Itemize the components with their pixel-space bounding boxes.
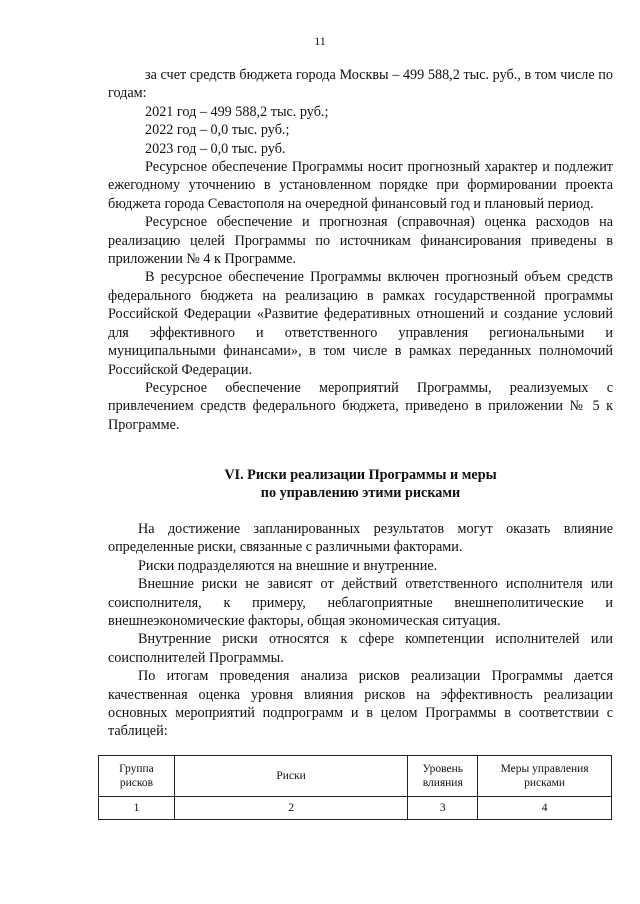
column-number-4: 4 xyxy=(478,797,612,820)
paragraph-federal-budget: В ресурсное обеспечение Программы включен прогнозный объем средств федерального бюджета на реализацию в рамках государственной программы Российской Федерации «Развитие федеративных отношений и создание условий для эффективного и ответственного управления региональными и муниципальными финансами», в том числе в рамках переданных полномочий Российской Федерации. xyxy=(108,269,613,378)
table-row xyxy=(99,797,612,820)
page-number: 11 xyxy=(314,34,326,48)
paragraph-year-2021: 2021 год – 499 588,2 тыс. руб.; xyxy=(145,103,329,120)
header-impact-level: Уровень влияния xyxy=(408,756,478,797)
section-heading xyxy=(108,466,613,503)
section-heading-line2: по управлению этими рисками xyxy=(260,485,461,502)
paragraph-year-2022: 2022 год – 0,0 тыс. руб.; xyxy=(145,122,290,139)
paragraph-year-2023: 2023 год – 0,0 тыс. руб. xyxy=(145,140,286,157)
risk-section-text xyxy=(108,520,613,741)
header-risk-measures: Меры управления рисками xyxy=(478,756,612,797)
column-number-2: 2 xyxy=(174,797,407,820)
paragraph-forecast-nature: Ресурсное обеспечение Программы носит прогнозный характер и подлежит ежегодному уточнению в установленном порядке при формировании проекта бюджета города Севастополя на очередной финансовый год и плановый период. xyxy=(108,159,613,212)
resource-section-text xyxy=(108,66,613,434)
paragraph-risk-assessment: По итогам проведения анализа рисков реализации Программы дается качественная оценка уровня влияния рисков на эффективность реализации основных мероприятий подпрограмм и в целом Программы в соответствии с таблицей: xyxy=(108,668,613,740)
column-number-1: 1 xyxy=(99,797,175,820)
paragraph-moscow-budget: за счет средств бюджета города Москвы – 499 588,2 тыс. руб., в том числе по годам: xyxy=(108,67,613,102)
paragraph-internal-risks: Внутренние риски относятся к сфере компетенции исполнителей или соисполнителей Программы. xyxy=(108,631,613,666)
paragraph-risk-types: Риски подразделяются на внешние и внутренние. xyxy=(138,557,438,574)
header-risks: Риски xyxy=(174,756,407,797)
paragraph-external-risks: Внешние риски не зависят от действий ответственного исполнителя или соисполнителя, к примеру, неблагоприятные внешнеполитические и внешнеэкономические факторы, общая экономическая ситуация. xyxy=(108,576,613,630)
risk-table xyxy=(98,755,612,820)
table-header-row xyxy=(99,756,612,797)
section-heading-line1: VI. Риски реализации Программы и меры xyxy=(224,467,497,483)
header-risk-group: Группа рисков xyxy=(99,756,175,797)
column-number-3: 3 xyxy=(408,797,478,820)
paragraph-appendix-4: Ресурсное обеспечение и прогнозная (справочная) оценка расходов на реализацию целей Программы по источникам финансирования приведены в приложении № 4 к Программе. xyxy=(108,214,613,268)
paragraph-appendix-5: Ресурсное обеспечение мероприятий Программы, реализуемых с привлечением средств федерального бюджета, приведено в приложении № 5 к Программе. xyxy=(108,379,613,433)
paragraph-risks-intro: На достижение запланированных результатов могут оказать влияние определенные риски, связанные с различными факторами. xyxy=(108,521,613,556)
